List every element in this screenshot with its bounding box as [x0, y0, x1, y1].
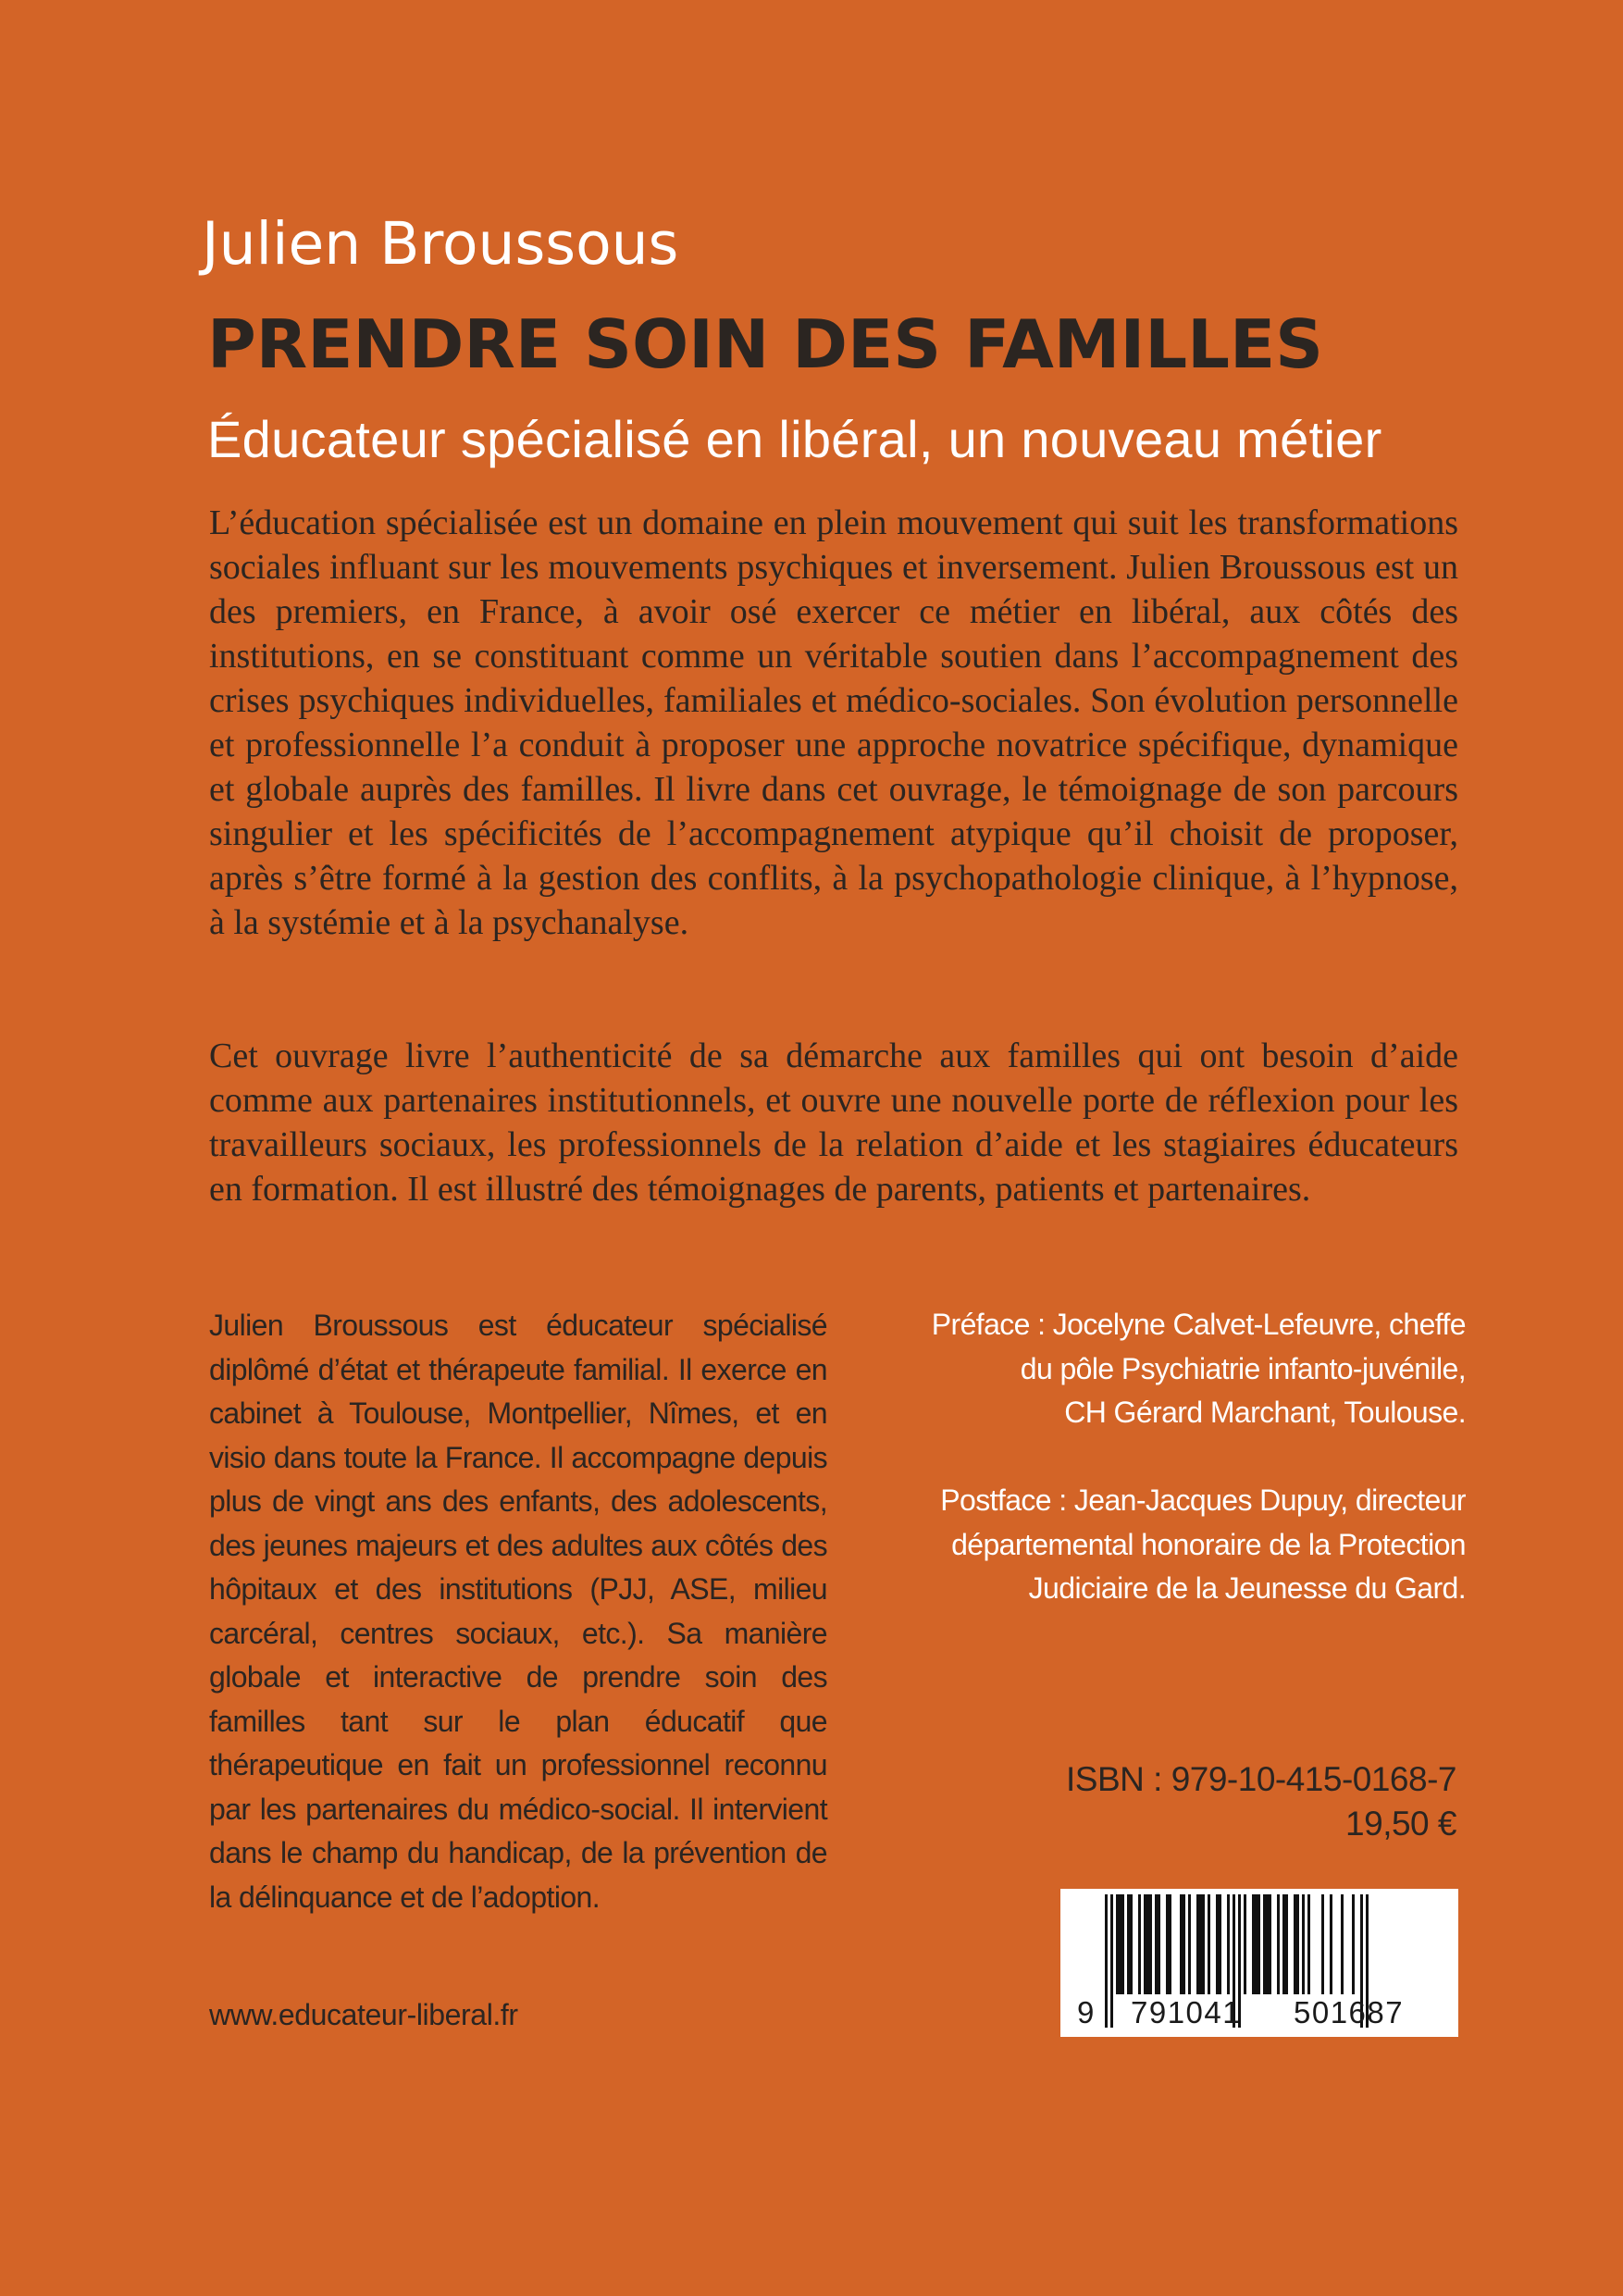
barcode-bar: [1269, 1894, 1271, 1994]
book-title: PRENDRE SOIN DES FAMILLES: [207, 305, 1324, 383]
barcode-bar: [1158, 1894, 1160, 1994]
barcode-bar: [1227, 1894, 1230, 1994]
barcode-bar: [1138, 1894, 1141, 1994]
barcode-bar: [1149, 1894, 1152, 1994]
blurb-paragraph-2: Cet ouvrage livre l’authenticité de sa démarche aux familles qui ont besoin d’aide comme aux partenaires institutionnels, et ouvre une nouvelle porte de réflexion pour les travailleurs sociaux, les professionnels de la relation d’aide et les stagiaires éducateurs en formation. Il est illustré des témoignages de parents, patients et partenaires.: [209, 1036, 1458, 1209]
preface-line: du pôle Psychiatrie infanto-juvénile,: [1020, 1351, 1466, 1385]
postface-line: Judiciaire de la Jeunesse du Gard.: [1028, 1571, 1466, 1605]
barcode-bar: [1216, 1894, 1219, 1994]
barcode-bar: [1144, 1894, 1146, 1994]
preface-credit: [836, 1303, 1466, 1435]
barcode-left-digits: 791041: [1131, 1995, 1242, 2029]
barcode-bar: [1130, 1894, 1133, 1994]
barcode-bar: [1116, 1894, 1119, 1994]
postface-line: départemental honoraire de la Protection: [951, 1527, 1466, 1561]
barcode-bar: [1277, 1894, 1280, 1994]
barcode-bar: [1302, 1894, 1305, 1994]
barcode-bar: [1219, 1894, 1221, 1994]
barcode-bar: [1155, 1894, 1158, 1994]
barcode-first-digit: 9: [1077, 1995, 1096, 2029]
barcode-bar: [1330, 1894, 1332, 1994]
barcode-bar: [1199, 1894, 1202, 1994]
barcode-bar: [1321, 1894, 1324, 1994]
barcode-bar: [1296, 1894, 1299, 1994]
postface-line: Postface : Jean-Jacques Dupuy, directeur: [940, 1483, 1466, 1517]
book-subtitle: Éducateur spécialisé en libéral, un nouveau métier: [207, 410, 1382, 468]
barcode-bar: [1266, 1894, 1269, 1994]
barcode-bar: [1196, 1894, 1199, 1994]
isbn-price-block: [901, 1757, 1456, 1846]
postface-credit: [836, 1479, 1466, 1611]
barcode-bar: [1119, 1894, 1121, 1994]
barcode-bar: [1169, 1894, 1171, 1994]
barcode-bar: [1285, 1894, 1288, 1994]
barcode-bar: [1252, 1894, 1255, 1994]
barcode-bar: [1180, 1894, 1183, 1994]
barcode-bar: [1263, 1894, 1266, 1994]
blurb-paragraph-1: L’éducation spécialisée est un domaine en plein mouvement qui suit les transformations sociales influant sur les mouvements psychiques et inversement. Julien Broussous est un des premiers, en France, à avoir osé exercer ce métier en libéral, aux côtés des institutions, en se constituant comme un véritable soutien dans l’accompagnement des crises psychiques individuelles, familiales et médico-sociales. Son évolution personnelle et professionnelle l’a conduit à proposer une approche novatrice spécifique, dynamique et globale auprès des familles. Il livre dans cet ouvrage, le témoignage de son parcours singulier et les spécificités de l’accompagnement atypique qu’il choisit de proposer, après s’être formé à la gestion des conflits, à la psychopathologie clinique, à l’hypnose, à la systémie et à la psychanalyse.: [209, 503, 1458, 942]
barcode-bar: [1183, 1894, 1185, 1994]
website-url: www.educateur-liberal.fr: [209, 1998, 518, 2031]
barcode-bar: [1244, 1894, 1246, 1994]
author-bio: Julien Broussous est éducateur spécialisé diplômé d’état et thérapeute familial. Il exerce en cabinet à Toulouse, Montpellier, Nîmes, et en visio dans toute la France. Il accompagne depuis plus de vingt ans des enfants, des adolescents, des jeunes majeurs et des adultes aux côtés des hôpitaux et des institutions (PJJ, ASE, milieu carcéral, centres sociaux, etc.). Sa manière globale et interactive de prendre soin des familles tant sur le plan éducatif que thérapeutique en fait un professionnel reconnu par les partenaires du médico-social. Il intervient dans le champ du handicap, de la prévention de la délinquance et de l’adoption.: [209, 1309, 827, 1914]
barcode-bar: [1258, 1894, 1260, 1994]
preface-line: Préface : Jocelyne Calvet-Lefeuvre, cheffe: [931, 1308, 1466, 1341]
barcode-right-digits: 501687: [1294, 1995, 1405, 2029]
preface-line: CH Gérard Marchant, Toulouse.: [1064, 1396, 1466, 1429]
barcode-bar: [1307, 1894, 1310, 1994]
author-name: Julien Broussous: [202, 210, 679, 278]
book-price: 19,50 €: [1345, 1805, 1456, 1843]
isbn-number: ISBN : 979-10-415-0168-7: [1066, 1760, 1456, 1798]
barcode-bar: [1202, 1894, 1205, 1994]
barcode-bar: [1352, 1894, 1355, 1994]
barcode-bar: [1127, 1894, 1130, 1994]
barcode-bar: [1255, 1894, 1258, 1994]
barcode-bar: [1341, 1894, 1344, 1994]
barcode-bar: [1208, 1894, 1210, 1994]
barcode-bar: [1166, 1894, 1169, 1994]
barcode-bar: [1294, 1894, 1296, 1994]
barcode-digits: [1060, 1994, 1458, 2031]
barcode-bar: [1146, 1894, 1149, 1994]
barcode-bar: [1121, 1894, 1124, 1994]
barcode-bar: [1282, 1894, 1285, 1994]
barcode-bar: [1188, 1894, 1191, 1994]
isbn-barcode: [1060, 1889, 1458, 2037]
